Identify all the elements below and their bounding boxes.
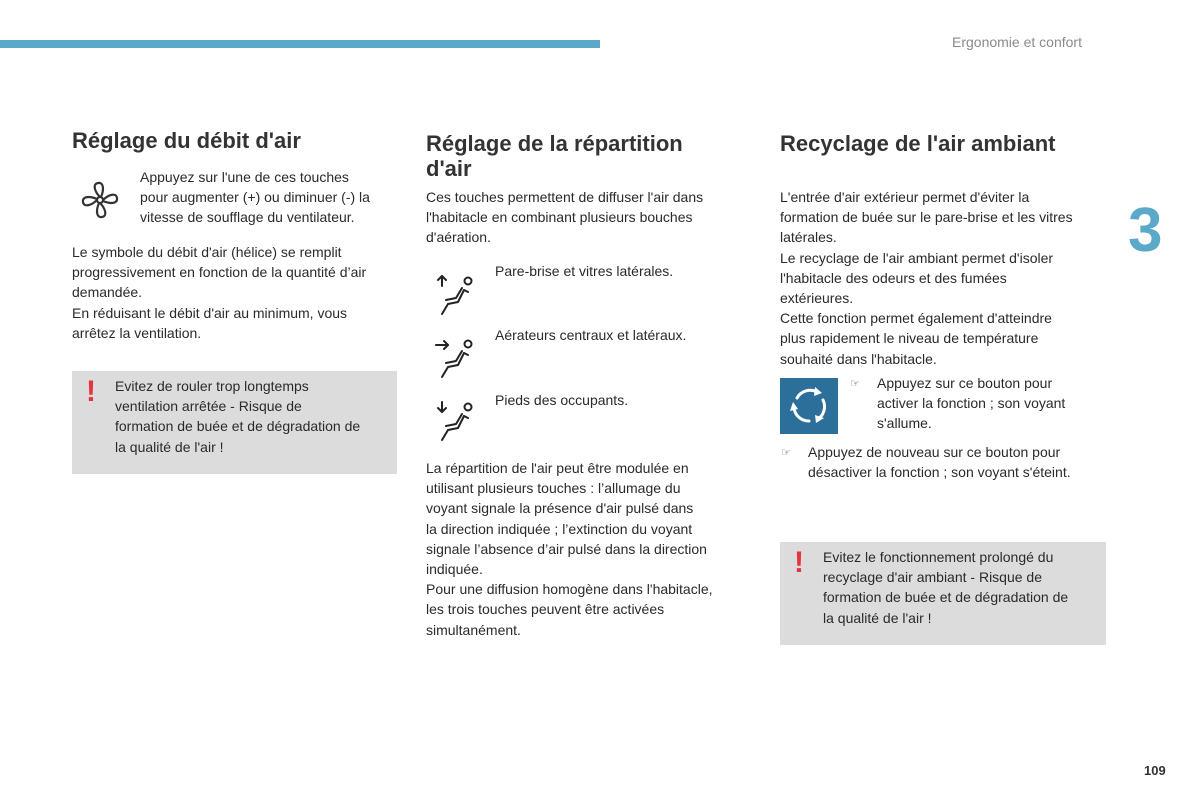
seat-feet-icon [434, 400, 478, 444]
mode-label-center-vents: Aérateurs centraux et latéraux. [495, 327, 687, 343]
col1-warning-text: Evitez de rouler trop longtemps ventilation arrêtée - Risque de formation de buée et de dégradation de la qualité de l'air ! [115, 378, 361, 455]
col2-title: Réglage de la répartition d'air [426, 131, 683, 181]
col3-title: Recyclage de l'air ambiant [780, 131, 1056, 156]
col3-warning-box [780, 542, 1106, 645]
recirculation-button[interactable] [780, 378, 838, 434]
warning-icon: ! [794, 546, 804, 579]
col3-body: L'entrée d'air extérieur permet d'éviter la formation de buée sur le pare-brise et les vitres latérales. Le recyclage de l'air ambiant permet d'isoler l'habitacle des odeurs et des fumées extérieures. Cette fonction permet également d'atteindre plus rapidement le niveau de température souhaité dans l'habitacle. [780, 189, 1073, 367]
seat-windshield-icon [434, 274, 478, 318]
bullet-icon: ☞ [781, 447, 791, 459]
seat-center-vents-icon [434, 337, 478, 381]
page-number: 109 [1144, 763, 1166, 778]
bullet-icon: ☞ [850, 378, 860, 390]
col1-body: Le symbole du débit d'air (hélice) se remplit progressivement en fonction de la quantité d’air demandée. En réduisant le débit d'air au minimum, vous arrêtez la ventilation. [72, 244, 367, 341]
col2-intro: Ces touches permettent de diffuser l'air dans l'habitacle en combinant plusieurs bouches d'aération. [426, 189, 704, 246]
col3-bullet1-text: Appuyez sur ce bouton pour activer la fonction ; son voyant s'allume. [877, 375, 1066, 432]
chapter-number: 3 [1128, 196, 1163, 265]
warning-icon: ! [86, 375, 96, 408]
header-accent-bar [0, 40, 600, 48]
col2-body: La répartition de l'air peut être modulée en utilisant plusieurs touches : l’allumage du voyant signale la présence d'air pulsé dans la direction indiquée ; l’extinction du voyant signale l’absence d’air pulsé dans la direction indiquée. Pour une diffusion homogène dans l'habitacle, les trois touches peuvent être activées simultanément. [426, 460, 713, 638]
col1-title: Réglage du débit d'air [72, 128, 301, 153]
col3-bullet2-text: Appuyez de nouveau sur ce bouton pour désactiver la fonction ; son voyant s'éteint. [808, 444, 1071, 481]
section-title: Ergonomie et confort [952, 34, 1082, 50]
fan-icon [80, 180, 120, 220]
col1-warning-box [72, 371, 397, 474]
recirculation-icon [780, 378, 838, 434]
fan-instruction: Appuyez sur l'une de ces touches pour augmenter (+) ou diminuer (-) la vitesse de soufflage du ventilateur. [140, 169, 370, 226]
mode-label-windshield: Pare-brise et vitres latérales. [495, 263, 674, 279]
col3-warning-text: Evitez le fonctionnement prolongé du recyclage d'air ambiant - Risque de formation de buée et de dégradation de la qualité de l'air ! [823, 549, 1069, 626]
mode-label-feet: Pieds des occupants. [495, 392, 629, 408]
